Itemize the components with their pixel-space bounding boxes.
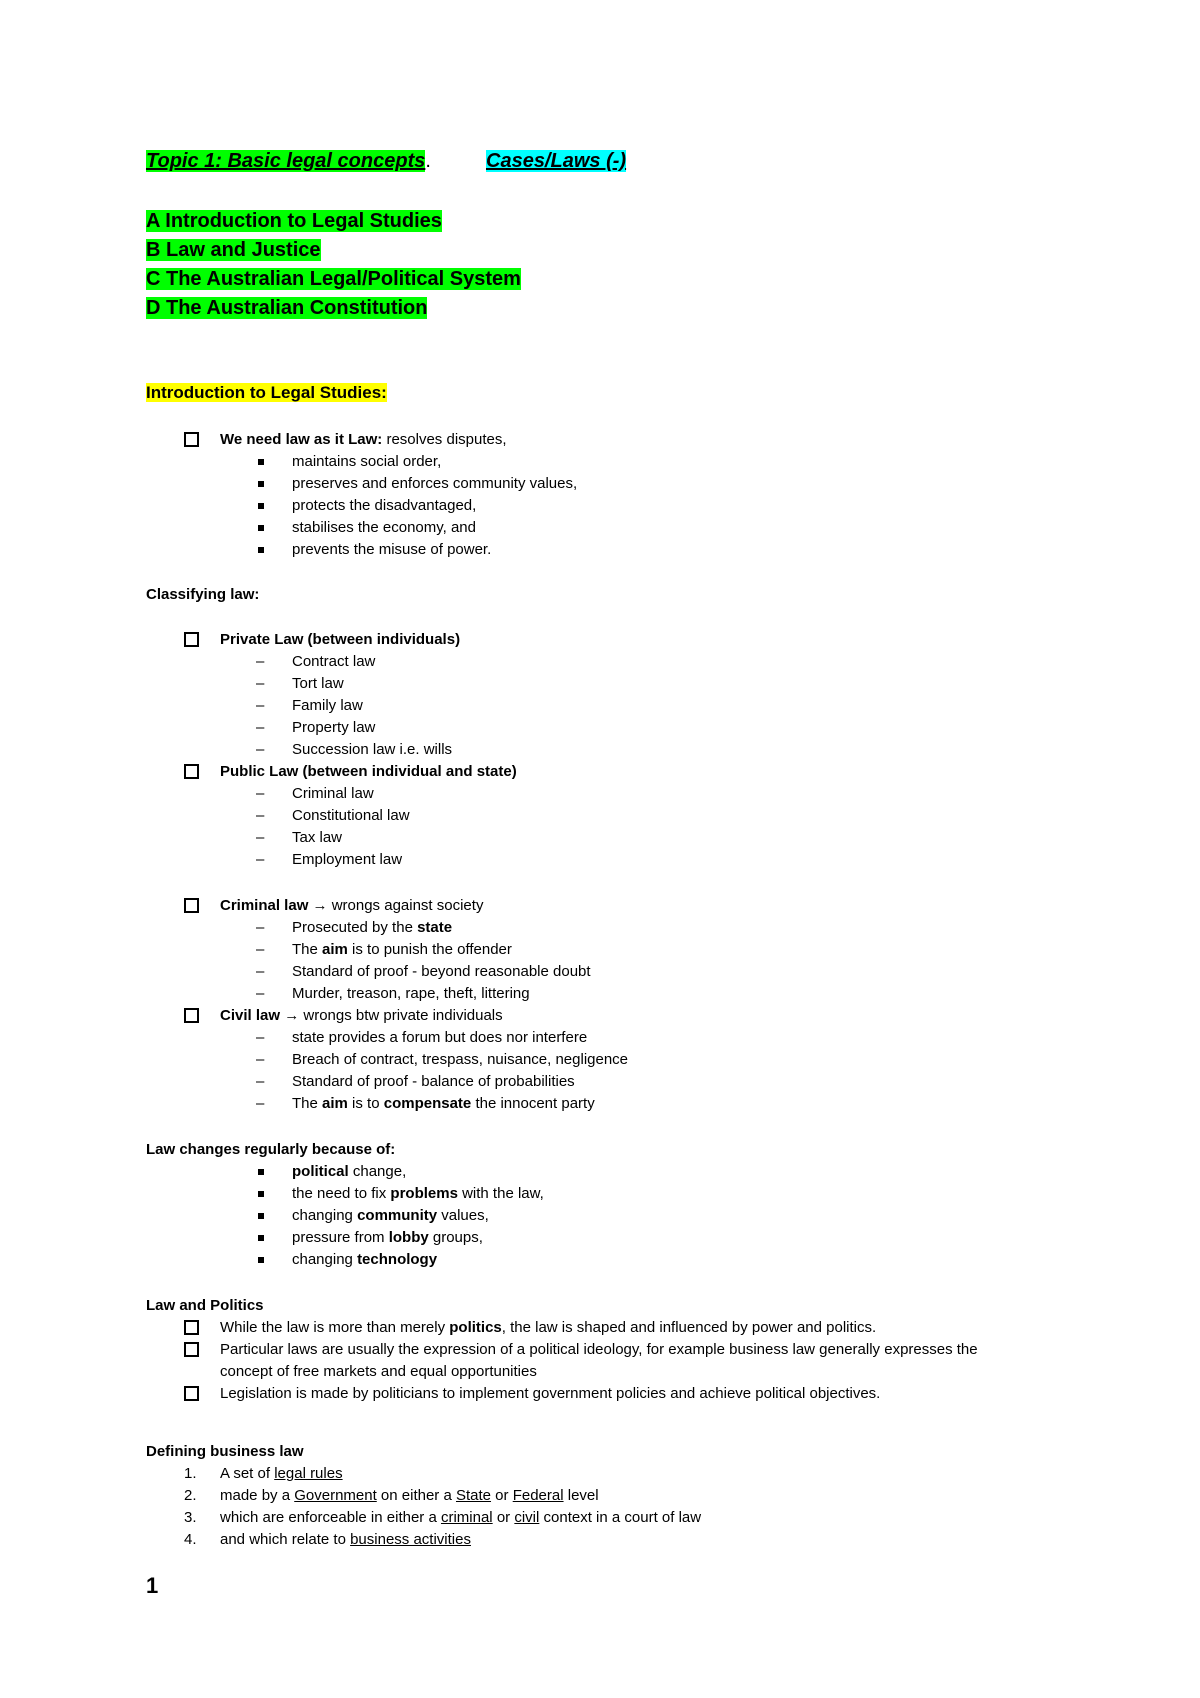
list-item: Criminal law — [292, 785, 374, 802]
politics-point: Particular laws are usually the expression of a political ideology, for example business law generally expresses the — [220, 1341, 978, 1358]
checkbox-icon — [184, 1320, 199, 1335]
politics-point-continued: concept of free markets and equal opportunities — [220, 1363, 537, 1380]
cases-laws-title-row — [486, 148, 626, 174]
list-item: Property law — [292, 719, 376, 736]
list-item: pressure from lobby groups, — [292, 1229, 483, 1246]
list-item: Contract law — [292, 653, 376, 670]
dash-icon: – — [256, 807, 265, 824]
intro-heading: Introduction to Legal Studies: — [146, 383, 387, 402]
list-item: maintains social order, — [292, 453, 442, 470]
list-item: state provides a forum but does nor interfere — [292, 1029, 588, 1046]
list-item: Tax law — [292, 829, 343, 846]
dash-icon: – — [256, 941, 265, 958]
dash-icon: – — [256, 741, 265, 758]
topic-title: Topic 1: Basic legal concepts — [146, 150, 426, 172]
business-heading: Defining business law — [146, 1443, 304, 1460]
list-item: changing community values, — [292, 1207, 489, 1224]
section-a: A Introduction to Legal Studies — [146, 210, 442, 232]
dash-icon: – — [256, 963, 265, 980]
list-item: Prosecuted by the state — [292, 919, 453, 936]
list-item: which are enforceable in either a criminal or civil context in a court of law — [220, 1509, 702, 1526]
list-item: Standard of proof - balance of probabilities — [292, 1073, 575, 1090]
topic-title-period: . — [425, 150, 431, 172]
dash-icon: – — [256, 1029, 265, 1046]
dash-icon: – — [256, 785, 265, 802]
bullet-icon — [258, 1213, 264, 1219]
need-law-line: We need law as it Law: resolves disputes, — [220, 431, 507, 448]
checkbox-icon — [184, 432, 199, 447]
list-item: prevents the misuse of power. — [292, 541, 492, 558]
list-item: preserves and enforces community values, — [292, 475, 578, 492]
list-item: Family law — [292, 697, 363, 714]
list-item: Breach of contract, trespass, nuisance, negligence — [292, 1051, 629, 1068]
page-number: 1 — [146, 1573, 159, 1598]
list-item: Tort law — [292, 675, 344, 692]
list-item: The aim is to compensate the innocent party — [292, 1095, 595, 1112]
public-law-title: Public Law (between individual and state) — [220, 763, 517, 780]
dash-icon: – — [256, 919, 265, 936]
checkbox-icon — [184, 632, 199, 647]
dash-icon: – — [256, 985, 265, 1002]
bullet-icon — [258, 547, 264, 553]
civil-law-line: Civil law → wrongs btw private individuals — [220, 1007, 503, 1024]
bullet-icon — [258, 503, 264, 509]
bullet-icon — [258, 1191, 264, 1197]
list-item: Murder, treason, rape, theft, littering — [292, 985, 530, 1002]
checkbox-icon — [184, 898, 199, 913]
cases-laws-title: Cases/Laws (-) — [486, 150, 627, 172]
checkbox-icon — [184, 1008, 199, 1023]
checkbox-icon — [184, 764, 199, 779]
list-item: changing technology — [292, 1251, 438, 1268]
dash-icon: – — [256, 851, 265, 868]
dash-icon: – — [256, 697, 265, 714]
bullet-icon — [258, 1169, 264, 1175]
criminal-law-line: Criminal law → wrongs against society — [220, 897, 484, 914]
section-d: D The Australian Constitution — [146, 297, 428, 319]
politics-point: While the law is more than merely politics, the law is shaped and influenced by power and politics. — [220, 1319, 877, 1336]
list-item: protects the disadvantaged, — [292, 497, 477, 514]
dash-icon: – — [256, 1095, 265, 1112]
bullet-icon — [258, 459, 264, 465]
dash-icon: – — [256, 653, 265, 670]
section-c: C The Australian Legal/Political System — [146, 268, 521, 290]
private-law-title: Private Law (between individuals) — [220, 631, 461, 648]
list-number: 3. — [184, 1509, 197, 1526]
list-number: 4. — [184, 1531, 197, 1548]
politics-heading: Law and Politics — [146, 1297, 264, 1314]
dash-icon: – — [256, 719, 265, 736]
bullet-icon — [258, 525, 264, 531]
list-item: the need to fix problems with the law, — [292, 1185, 544, 1202]
dash-icon: – — [256, 1051, 265, 1068]
list-item: Employment law — [292, 851, 403, 868]
arrow-icon: → — [280, 1007, 304, 1024]
list-item: Constitutional law — [292, 807, 410, 824]
checkbox-icon — [184, 1342, 199, 1357]
list-item: political change, — [292, 1163, 407, 1180]
list-number: 1. — [184, 1465, 197, 1482]
section-b: B Law and Justice — [146, 239, 321, 261]
list-item: The aim is to punish the offender — [292, 941, 512, 958]
dash-icon: – — [256, 675, 265, 692]
bullet-icon — [258, 481, 264, 487]
list-item: Succession law i.e. wills — [292, 741, 453, 758]
dash-icon: – — [256, 829, 265, 846]
list-item: and which relate to business activities — [220, 1531, 471, 1548]
topic-title-row — [146, 148, 431, 174]
list-number: 2. — [184, 1487, 197, 1504]
politics-point: Legislation is made by politicians to implement government policies and achieve political objectives. — [220, 1385, 881, 1402]
list-item: made by a Government on either a State or Federal level — [220, 1487, 599, 1504]
bullet-icon — [258, 1235, 264, 1241]
bullet-icon — [258, 1257, 264, 1263]
list-item: A set of legal rules — [220, 1465, 343, 1482]
list-item: stabilises the economy, and — [292, 519, 476, 536]
arrow-icon: → — [308, 897, 332, 914]
dash-icon: – — [256, 1073, 265, 1090]
classifying-heading: Classifying law: — [146, 586, 260, 603]
checkbox-icon — [184, 1386, 199, 1401]
changes-heading: Law changes regularly because of: — [146, 1141, 396, 1158]
list-item: Standard of proof - beyond reasonable doubt — [292, 963, 591, 980]
